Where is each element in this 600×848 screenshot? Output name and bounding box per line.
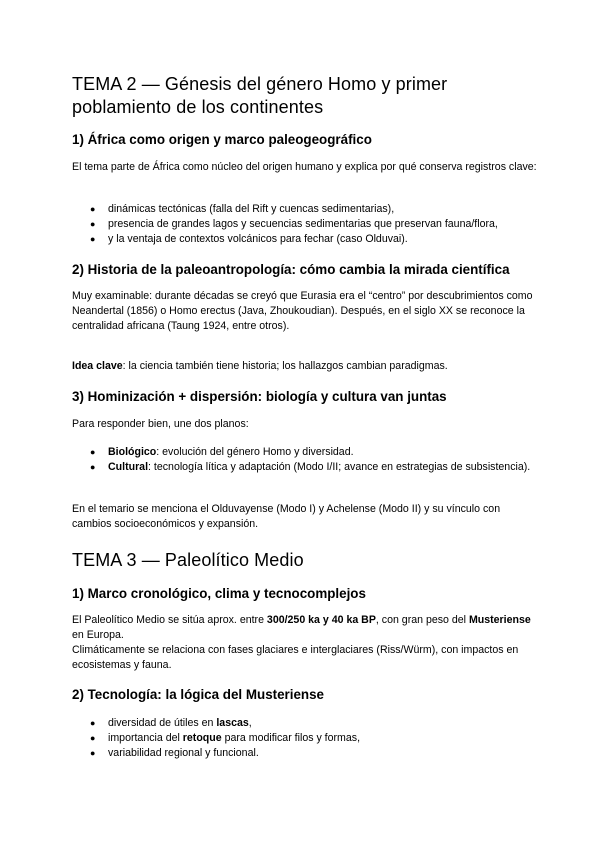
tema3-s2-list xyxy=(72,716,542,761)
bullet-icon: ● xyxy=(90,733,96,743)
tema2-s3-paragraph: En el temario se menciona el Olduvayense (Modo I) y Achelense (Modo II) y su vínculo con cambios socioeconómicos y expansión. xyxy=(72,503,501,530)
tema2-s3-intro: Para responder bien, une dos planos: xyxy=(72,418,249,430)
tema2-s3-list xyxy=(72,445,542,475)
list-item: ● y la ventaja de contextos volcánicos para fechar (caso Olduvai). xyxy=(90,233,408,245)
bullet-icon: ● xyxy=(90,204,96,214)
bullet-icon: ● xyxy=(90,462,96,472)
tema3-s2-heading: 2) Tecnología: la lógica del Musteriense xyxy=(72,687,325,702)
bullet-icon: ● xyxy=(90,748,96,758)
bullet-icon: ● xyxy=(90,447,96,457)
list-item: ● variabilidad regional y funcional. xyxy=(90,747,259,759)
list-item: ● presencia de grandes lagos y secuencias sedimentarias que preservan fauna/flora, xyxy=(90,218,498,230)
bullet-icon: ● xyxy=(90,234,96,244)
tema3-s1-p1: El Paleolítico Medio se sitúa aprox. entre 300/250 ka y 40 ka BP, con gran peso del Musteriense en Europa. xyxy=(72,614,531,641)
key-idea: Idea clave: la ciencia también tiene historia; los hallazgos cambian paradigmas. xyxy=(72,360,448,372)
list-item: ● importancia del retoque para modificar filos y formas, xyxy=(90,732,361,744)
tema2-s1-heading: 1) África como origen y marco paleogeográfico xyxy=(72,132,372,147)
tema2-s2-paragraph: Muy examinable: durante décadas se creyó que Eurasia era el “centro” por descubrimientos como Neandertal (1856) o Homo erectus (Java, Zhoukoudian). Después, en el siglo XX se reconoce la centralidad africana (Taung 1924, entre otros). xyxy=(72,290,533,332)
tema3-s1-p2: Climáticamente se relaciona con fases glaciares e interglaciares (Riss/Würm), con impactos en ecosistemas y fauna. xyxy=(72,644,519,671)
bullet-icon: ● xyxy=(90,219,96,229)
tema2-title: TEMA 2 — Génesis del género Homo y primer poblamiento de los continentes xyxy=(72,74,448,117)
list-item: ● dinámicas tectónicas (falla del Rift y cuencas sedimentarias), xyxy=(90,203,395,215)
tema2-s1-intro: El tema parte de África como núcleo del origen humano y explica por qué conserva registros clave: xyxy=(72,161,537,173)
tema3-title: TEMA 3 — Paleolítico Medio xyxy=(72,550,304,570)
list-item: ● Biológico: evolución del género Homo y diversidad. xyxy=(90,446,354,458)
tema3-s1-heading: 1) Marco cronológico, clima y tecnocomplejos xyxy=(72,586,366,601)
tema2-s2-heading: 2) Historia de la paleoantropología: cómo cambia la mirada científica xyxy=(72,262,510,277)
bullet-icon: ● xyxy=(90,718,96,728)
tema2-s1-list xyxy=(72,202,542,247)
tema2-s3-heading: 3) Hominización + dispersión: biología y cultura van juntas xyxy=(72,389,447,404)
list-item: ● diversidad de útiles en lascas, xyxy=(90,717,252,729)
list-item: ● Cultural: tecnología lítica y adaptación (Modo I/II; avance en estrategias de subsistencia). xyxy=(90,461,531,473)
